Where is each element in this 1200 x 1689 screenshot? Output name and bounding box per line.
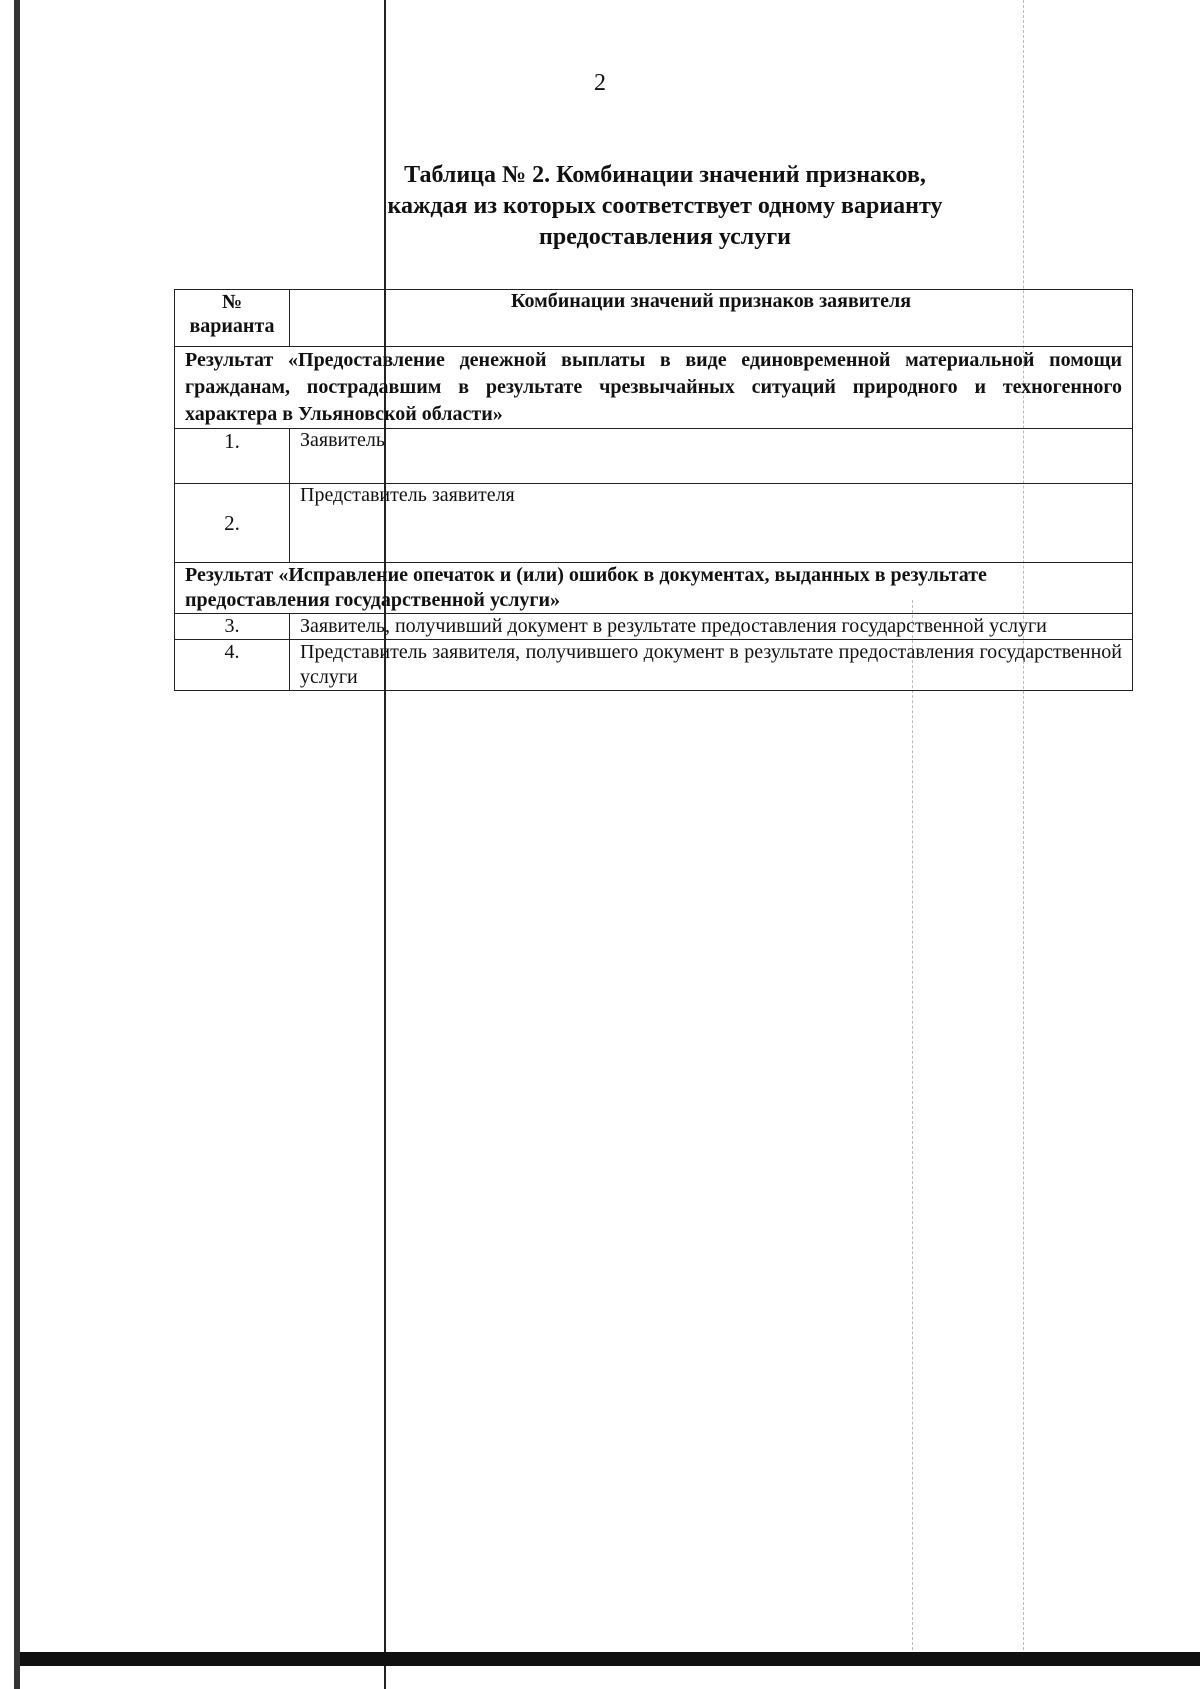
header-combination: Комбинации значений признаков заявителя <box>290 290 1133 347</box>
scan-vertical-line <box>384 0 386 1689</box>
result-row <box>175 347 1133 429</box>
table-row <box>175 429 1133 484</box>
variant-text: Заявитель, получивший документ в результате предоставления государственной услуги <box>290 614 1133 640</box>
table-title-line: Таблица № 2. Комбинации значений признаков, <box>404 162 926 188</box>
table-title-line: предоставления услуги <box>539 224 791 250</box>
variant-text: Представитель заявителя, получившего документ в результате предоставления государственной услуги <box>290 640 1133 691</box>
header-num-label: варианта <box>189 315 275 337</box>
table-header-row <box>175 290 1133 347</box>
variant-number: 4. <box>175 640 290 691</box>
table-row <box>175 484 1133 563</box>
table-title-line: каждая из которых соответствует одному варианту <box>387 193 943 219</box>
page-number: 2 <box>594 70 606 96</box>
result-cell: Результат «Предоставление денежной выплаты в виде единовременной материальной помощи гражданам, пострадавшим в результате чрезвычайных ситуаций природного и техногенного характера в Ульяновской области» <box>175 347 1133 429</box>
scan-dotted-line-2 <box>912 600 913 1650</box>
variants-table <box>174 289 1133 691</box>
table-title <box>300 160 1030 253</box>
variant-number: 1. <box>175 429 290 484</box>
variant-text: Представитель заявителя <box>290 484 1133 563</box>
header-num-symbol: № <box>221 291 243 313</box>
result-cell: Результат «Исправление опечаток и (или) ошибок в документах, выданных в результате предоставления государственной услуги» <box>175 563 1133 614</box>
variant-text: Заявитель <box>290 429 1133 484</box>
scan-bottom-edge <box>20 1652 1200 1666</box>
variant-number: 3. <box>175 614 290 640</box>
variant-number: 2. <box>175 484 290 563</box>
header-variant-number <box>175 290 290 347</box>
table-row <box>175 640 1133 691</box>
scan-left-edge <box>14 0 20 1689</box>
result-row <box>175 563 1133 614</box>
table-row <box>175 614 1133 640</box>
